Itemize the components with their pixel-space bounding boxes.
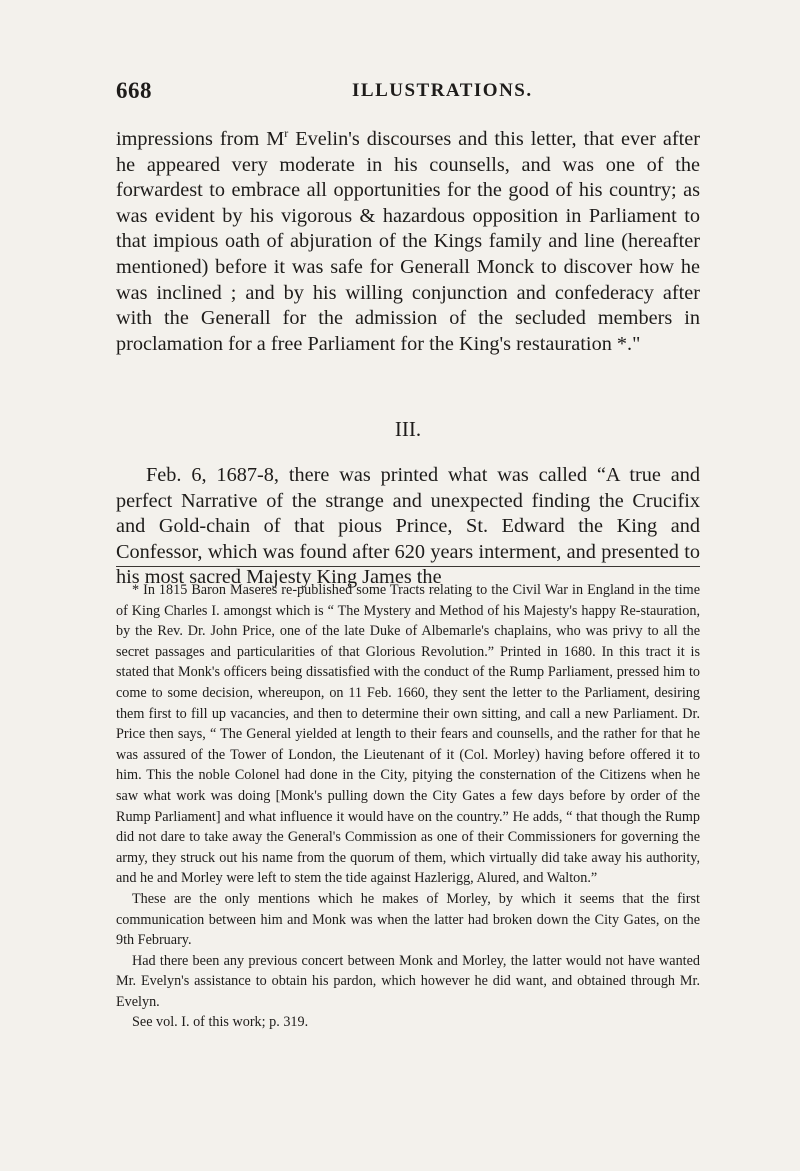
para1-pre: impressions from M [116,128,285,150]
footnote-concert: Had there been any previous concert between Monk and Morley, the latter would not have wanted Mr. Evelyn's assistance to obtain his pardon, which however he did want, and obtained through Mr. Evelyn. [116,952,700,1010]
footnote-morley-mentions: These are the only mentions which he makes of Morley, by which it seems that the first communication between him and Monk was when the latter had broken down the City Gates, on the 9th February. [116,890,700,949]
page-number: 668 [116,78,152,103]
page-header [116,78,740,118]
footnote-divider [116,566,700,567]
superscript-r: r [284,126,289,140]
footnote-reference: See vol. I. of this work; p. 319. [132,1014,309,1031]
main-text [116,121,700,357]
para1-post: Evelin's discourses and this letter, that ever after he appeared very moderate in his counsells, and was one of the forwardest to embrace all opportunities for the good of his country; as was evident by his vigorous & hazardous opposition in Parliament to that impious oath of abjuration of the Kings family and line (hereafter mentioned) before it was safe for Generall Monck to discover how he was inclined ; and by his willing conjunction and confederacy after with the Generall for the admission of the secluded members in proclamation for a free Parliament for the King's restauration *." [116,128,700,355]
footnote-main: * In 1815 Baron Maseres re-published some Tracts relating to the Civil War in England in the time of King Charles I. amongst which is “ The Mystery and Method of his Majesty's happy Re-stauration, by the Rev. Dr. John Price, one of the late Duke of Albemarle's chaplains, who was privy to all the secret passages and particularities of that Glorious Revolution.” Printed in 1680. In this tract it is stated that Monk's officers being dissatisfied with the conduct of the Rump Parliament, pressed him to come to some decision, whereupon, on 11 Feb. 1660, they sent the letter to the Parliament, desiring them first to fill up vacancies, and then to determine their own sitting, and call a new Parliament. Dr. Price then says, “ The General yielded at length to their fears and counsells, and the rather for that he was assured of the Tower of London, the Lieutenant of it (Col. Morley) having before offered it to him. This the noble Colonel had done in the City, pitying the consternation of the Citizens when he saw what work was doing [Monk's pulling down the City Gates a few days before by order of the Rump Parliament] and what influence it would have on the country.” He adds, “ that though the Rump did not dare to take away the General's Commission as one of their Commissioners for governing the army, they struck out his name from the quorum of them, which virtually did take away his authority, and he and Morley were left to stem the tide against Hazlerigg, Alured, and Walton.” [116,582,700,887]
paragraph-feb-1687: Feb. 6, 1687-8, there was printed what was called “A true and perfect Narrative of the strange and unexpected finding the Crucifix and Gold-chain of that pious Prince, St. Edward the King and Confessor, which was found after 620 years interment, and presented to his most sacred Majesty King James the [116,464,700,589]
footnotes [116,580,700,1033]
section-heading: III. [394,417,422,441]
running-head: ILLUSTRATIONS. [352,80,533,101]
paragraph-continuation [116,121,700,357]
